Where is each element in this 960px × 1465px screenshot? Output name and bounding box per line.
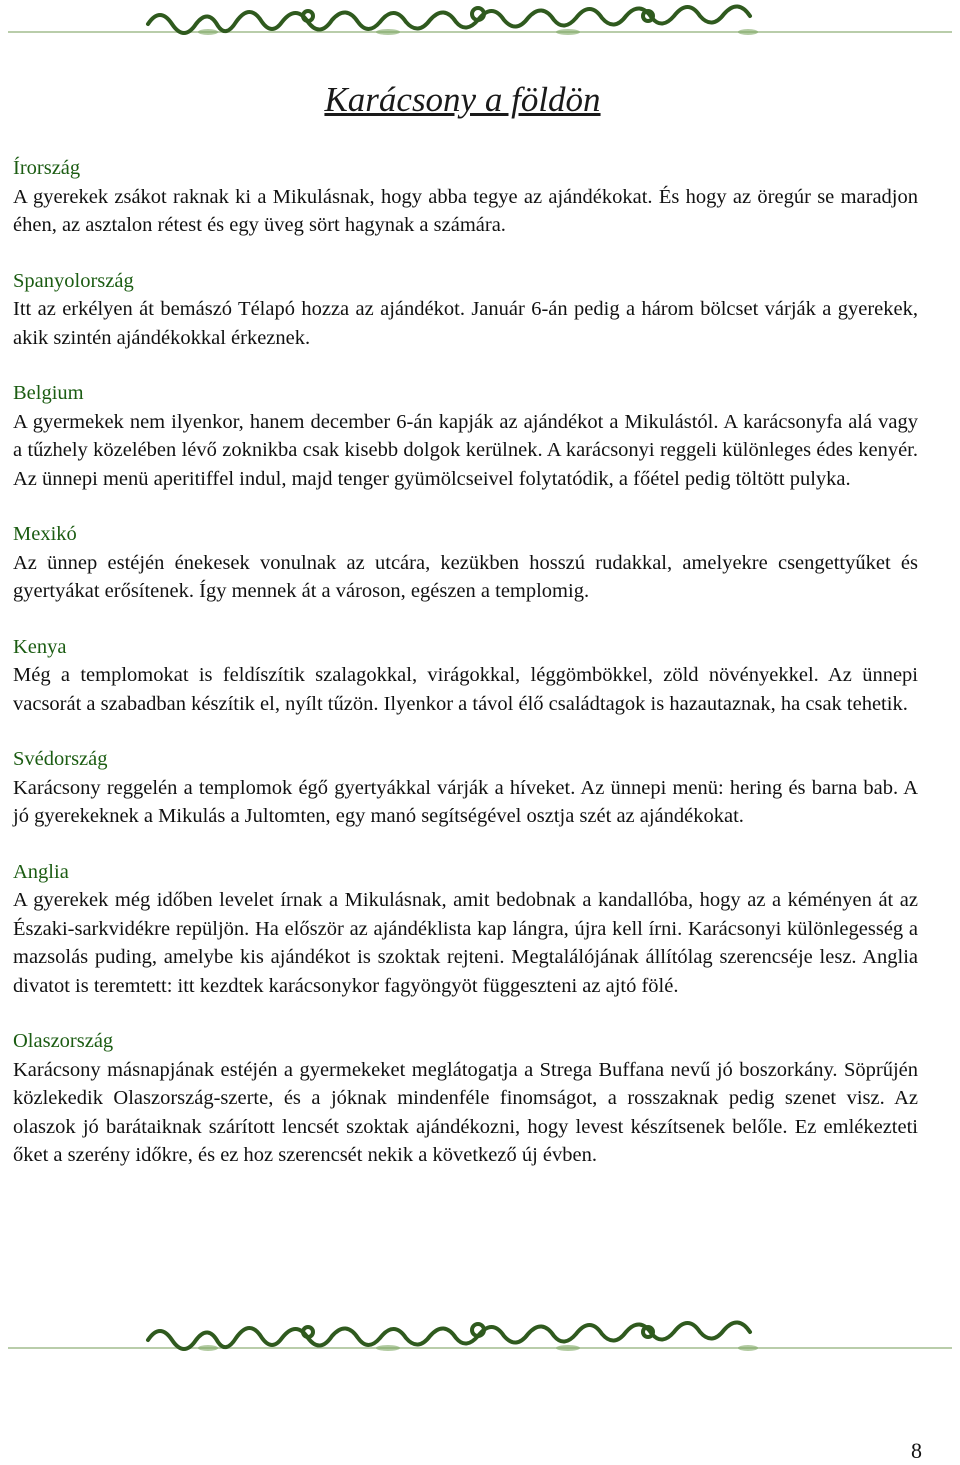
section-heading: Kenya (13, 635, 67, 658)
top-ornament-border (8, 2, 952, 48)
section-text: A gyermekek nem ilyenkor, hanem december 6-án kapják az ajándékot a Mikulástól. A karácsonyfa alá vagy a tűzhely közelében lévő zoknikba csak kisebb dolgok kerülnek. A karácsonyi reggeli különleges édes kenyér. Az ünnepi menü aperitiffel indul, majd tenger gyümölcseivel folytatódik, a főétel pedig töltött pulyka. (13, 410, 918, 490)
section-text: A gyerekek még időben levelet írnak a Mikulásnak, amit bedobnak a kandallóba, hogy az a kéményen át az Északi-sarkvidékre repüljön. Ha először az ajándéklista kap lángra, újra kell írni. Karácsonyi különlegesség a mazsolás puding, amelybe kis ajándékot is szoktak rejteni. Megtalálójának állítólag szerencséje lesz. Anglia divatot is teremtett: itt kezdtek karácsonykor fagyöngyöt függeszteni az ajtó fölé. (13, 889, 918, 997)
section-irorszag (13, 154, 918, 240)
section-svedorszag (13, 745, 918, 831)
section-heading: Belgium (13, 382, 84, 404)
section-mexiko (13, 520, 918, 606)
article-body (13, 154, 918, 1197)
vine-border-icon (8, 2, 952, 48)
section-kenya (13, 633, 918, 719)
section-text: Karácsony másnapjának estéjén a gyermekeket meglátogatja a Strega Buffana nevű jó boszorkány. Söprűjén közlekedik Olaszország-szerte, és a jóknak mindenféle finomságot, a rosszaknak pedig szenet visz. Az olaszok jó barátaiknak szárított lencsét szoktak ajándékozni, hogy levest készítsenek belőle. Ez emlékezteti őket a szerény időkre, és ez hoz szerencsét nekik a következő új évben. (13, 1058, 918, 1166)
section-heading: Mexikó (13, 523, 77, 545)
section-text: Még a templomokat is feldíszítik szalagokkal, virágokkal, léggömbökkel, zöld növényekkel. Az ünnepi vacsorát a szabadban készítik el, nyílt tűzön. Ilyenkor a távol élő családtagok is hazautaznak, ha csak tehetik. (13, 664, 918, 715)
section-heading: Anglia (13, 860, 69, 883)
section-heading: Olaszország (13, 1030, 114, 1052)
bottom-ornament-border (8, 1318, 952, 1364)
vine-border-icon (8, 1318, 952, 1364)
page-title: Karácsony a földön (324, 80, 601, 119)
section-text: Karácsony reggelén a templomok égő gyertyákkal várják a híveket. Az ünnepi menü: hering és barna bab. A jó gyerekeknek a Mikulás a Jultomten, egy manó segítségével osztja szét az ajándékokat. (13, 776, 918, 827)
section-text: Itt az erkélyen át bemászó Télapó hozza az ajándékot. Január 6-án pedig a három bölcset várják a gyerekek, akik szintén ajándékokkal érkeznek. (13, 298, 918, 349)
page-number: 8 (911, 1438, 922, 1463)
section-text: A gyerekek zsákot raknak ki a Mikulásnak, hogy abba tegye az ajándékokat. És hogy az öregúr se maradjon éhen, az asztalon rétest és egy üveg sört hagynak a számára. (13, 185, 918, 236)
section-anglia (13, 858, 918, 1001)
section-text: Az ünnep estéjén énekesek vonulnak az utcára, kezükben hosszú rudakkal, amelyekre csengettyűket és gyertyákat erősítenek. Így mennek át a városon, egészen a templomig. (13, 551, 918, 602)
section-heading: Írország (13, 157, 81, 179)
section-spanyolorszag (13, 267, 918, 353)
section-heading: Spanyolország (13, 269, 134, 292)
section-heading: Svédország (13, 748, 108, 770)
section-belgium (13, 379, 918, 493)
section-olaszorszag (13, 1027, 918, 1170)
